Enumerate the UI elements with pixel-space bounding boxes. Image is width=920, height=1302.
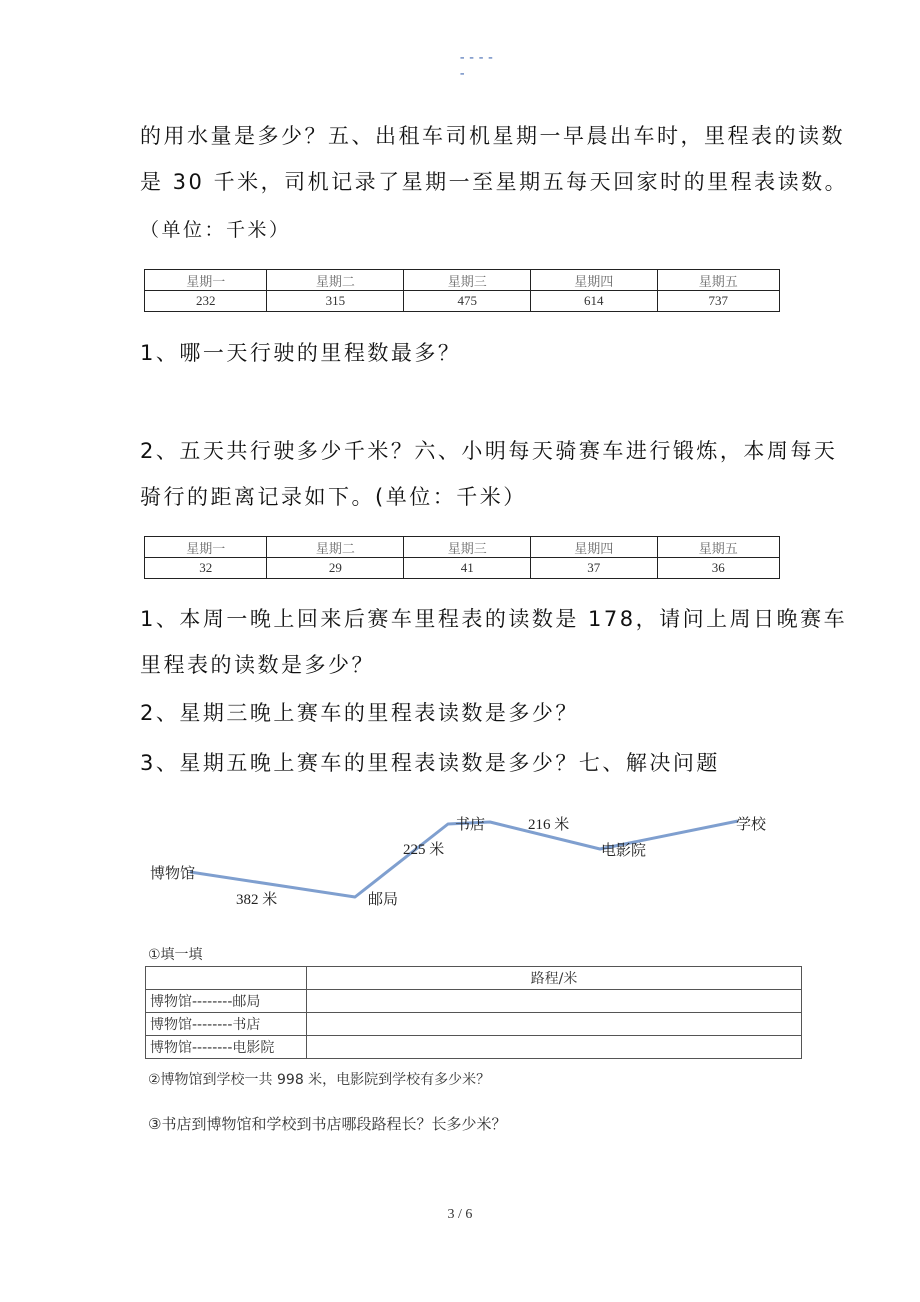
question-4: 2、星期三晚上赛车的里程表读数是多少？ [140,701,579,725]
route-table-corner [146,967,307,990]
table-cell: 36 [657,558,779,579]
table-header-cell: 星期一 [145,270,267,291]
route-answer-cell[interactable] [307,1036,802,1059]
fill-in-title: ①填一填 [148,947,203,963]
route-answer-cell[interactable] [307,1013,802,1036]
route-answer-cell[interactable] [307,990,802,1013]
table-cell: 475 [404,291,531,312]
table-header-cell: 星期四 [531,537,658,558]
question-3: 1、本周一晚上回来后赛车里程表的读数是 178，请问上周日晚赛车 [140,607,848,631]
question-5: 3、星期五晚上赛车的里程表读数是多少？七、解决问题 [140,751,720,775]
table-header-cell: 星期二 [267,537,404,558]
table-cell: 315 [267,291,404,312]
table-cell: 37 [531,558,658,579]
table-header-cell: 星期二 [267,270,404,291]
route-row-label: 博物馆--------书店 [146,1013,307,1036]
route-diagram [0,800,920,940]
table-header-cell: 星期五 [657,537,779,558]
table-header-cell: 星期一 [145,537,267,558]
route-row-label: 博物馆--------电影院 [146,1036,307,1059]
question-1: 1、哪一天行驶的里程数最多？ [140,341,462,365]
place-post-office: 邮局 [368,890,399,908]
place-school: 学校 [736,815,767,833]
table-cell: 29 [267,558,404,579]
distance-post-bookstore: 225 米 [403,842,445,858]
cycling-table [144,536,780,579]
unit-note-1: （单位：千米） [140,219,291,241]
table-cell: 232 [145,291,267,312]
table-header-cell: 星期四 [531,270,658,291]
header-dash: ----- [458,50,496,82]
route-table-header: 路程/米 [307,967,802,990]
question-2: 2、五天共行驶多少千米？六、小明每天骑赛车进行锻炼，本周每天 [140,439,838,463]
odometer-table [144,269,780,312]
place-cinema: 电影院 [601,841,647,859]
place-museum: 博物馆 [150,864,196,882]
place-bookstore: 书店 [455,815,486,833]
distance-museum-post: 382 米 [236,892,278,908]
route-row-label: 博物馆--------邮局 [146,990,307,1013]
question-2-cont: 骑行的距离记录如下。(单位：千米） [140,485,527,509]
paragraph-line-1: 的用水量是多少？五、出租车司机星期一早晨出车时，里程表的读数 [140,124,845,148]
table-header-cell: 星期三 [404,270,531,291]
question-circle-2: ②博物馆到学校一共 998 米，电影院到学校有多少米？ [148,1072,491,1088]
page-number: 3 / 6 [447,1207,473,1222]
table-cell: 737 [657,291,779,312]
table-cell: 32 [145,558,267,579]
table-cell: 614 [531,291,658,312]
table-header-cell: 星期五 [657,270,779,291]
route-table [145,966,802,1059]
table-cell: 41 [404,558,531,579]
paragraph-line-2: 是 30 千米，司机记录了星期一至星期五每天回家时的里程表读数。 [140,170,849,194]
question-3-cont: 里程表的读数是多少？ [140,653,375,677]
question-circle-3: ③书店到博物馆和学校到书店哪段路程长？长多少米？ [148,1115,507,1133]
distance-bookstore-cinema: 216 米 [528,817,570,833]
table-header-cell: 星期三 [404,537,531,558]
